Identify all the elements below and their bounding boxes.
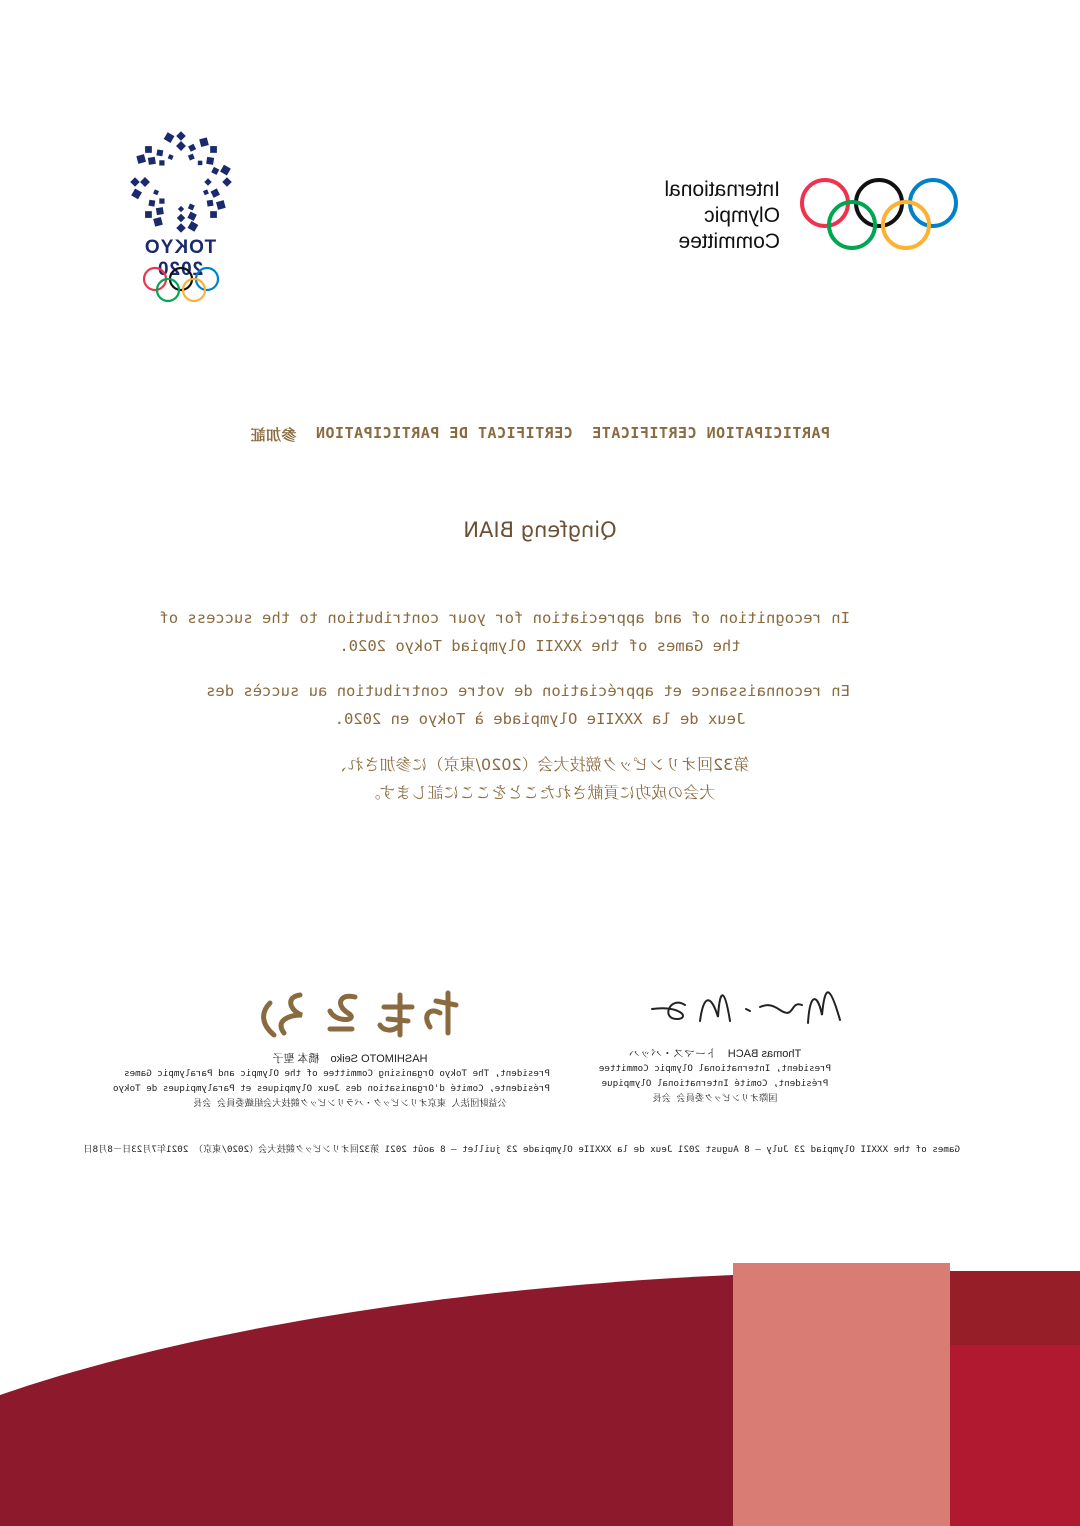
band-red-stripe (950, 1345, 1080, 1526)
emblem-checker-piece (188, 154, 195, 161)
olympic-rings-icon (790, 175, 960, 255)
recognition-en-line-2: the Games of the XXXII Olympiad Tokyo 2020. (339, 637, 741, 655)
recognition-text-english (159, 604, 850, 660)
emblem-checker-piece (206, 157, 214, 165)
emblem-checker-piece (156, 207, 164, 215)
recognition-fr-line-2: Jeux de la XXXIIe Olympiade à Tokyo en 2020. (334, 710, 746, 728)
games-dates-footer: Games of the XXXII Olympiad 23 July – 8 August 2021 Jeux de la XXXIIe Olympiade 23 juillet – 8 août 2021 第32回オリンピック競技大会（2020/東京） 2021年7月23日－8月8日 (83, 1144, 960, 1155)
recognition-text-french (206, 677, 850, 733)
handwritten-signature-bach (640, 975, 850, 1035)
tokyo-2020-wordmark: TOKYO 2020 (143, 237, 217, 280)
signer-role-bach-1: President, International Olympic Committee (598, 1063, 832, 1074)
decorative-color-band (0, 1255, 1080, 1526)
emblem-checker-piece (211, 167, 219, 175)
emblem-checker-piece (153, 189, 159, 195)
ioc-name-line-3: Committee (678, 230, 780, 253)
emblem-checker-piece (159, 160, 164, 165)
title-english: PARTICIPATION CERTIFICATE (591, 424, 830, 442)
emblem-checker-piece (136, 154, 146, 164)
emblem-checker-piece (210, 211, 217, 218)
emblem-checker-piece (176, 141, 186, 151)
emblem-checker-piece (222, 177, 232, 187)
signer-role-hashimoto-1: President, The Tokyo Organising Committee of the Olympic and Paralympic Games (124, 1068, 550, 1079)
emblem-checker-piece (203, 189, 209, 195)
tokyo-2020-emblem-icon (126, 127, 236, 237)
signer-role-hashimoto-2: Présidente, Comité d'Organisation des Jeux Olympiques et Paralympiques de Tokyo (113, 1083, 550, 1094)
emblem-checker-piece (198, 161, 203, 166)
emblem-checker-piece (176, 131, 186, 141)
emblem-checker-piece (204, 178, 211, 185)
small-olympic-rings-icon (140, 265, 220, 305)
recognition-fr-line-1: En reconnaissance et appréciation de votre contribution au succès des (206, 682, 850, 700)
signer-name-bach: Thomas BACH トーマス・バッハ (628, 1048, 802, 1060)
emblem-checker-piece (145, 211, 152, 218)
recognition-text-japanese (230, 751, 850, 807)
signer-role-bach-2: Président, Comité International Olympique (601, 1078, 829, 1089)
ioc-logo (640, 175, 960, 255)
emblem-checker-piece (159, 198, 164, 203)
title-japanese: 参加証 (250, 426, 297, 444)
emblem-checker-piece (148, 157, 156, 165)
emblem-checker-piece (156, 149, 163, 156)
recognition-en-line-1: In recognition of and appreciation for your contribution to the success of (159, 609, 850, 627)
emblem-checker-piece (187, 212, 196, 221)
signature-block-hashimoto (113, 985, 570, 1111)
ioc-name (664, 177, 780, 255)
emblem-checker-piece (220, 165, 231, 176)
emblem-checker-piece (131, 189, 142, 200)
emblem-checker-piece (148, 200, 155, 207)
recognition-ja-line-1: 第32回オリンピック競技大会（2020/東京）に参加され、 (330, 755, 750, 774)
emblem-checker-piece (177, 214, 185, 222)
handwritten-signature-hashimoto (240, 985, 460, 1040)
certificate-title (250, 424, 830, 445)
emblem-checker-piece (216, 200, 226, 210)
emblem-checker-piece (188, 144, 196, 152)
emblem-checker-piece (153, 217, 163, 227)
emblem-checker-piece (178, 206, 184, 212)
emblem-checker-piece (210, 146, 217, 153)
emblem-checker-piece (130, 177, 140, 187)
signer-name-hashimoto: HASHIMOTO Seiko 橋本 聖子 (272, 1053, 428, 1065)
band-maroon-stripe (950, 1271, 1080, 1345)
band-pink-stripe (733, 1263, 950, 1526)
emblem-checker-piece (199, 137, 209, 147)
ioc-name-line-2: Olympic (704, 204, 780, 227)
recipient-name: Qingfeng BIAN (463, 518, 617, 542)
title-french: CERTIFICAT DE PARTICIPATION (315, 424, 573, 442)
emblem-checker-piece (140, 177, 150, 187)
signer-role-bach-3: 国際オリンピック委員会 会長 (652, 1093, 778, 1104)
emblem-checker-piece (188, 221, 199, 232)
signer-role-hashimoto-3: 公益財団法人 東京オリンピック・パラリンピック競技大会組織委員会 会長 (193, 1098, 507, 1109)
emblem-checker-piece (164, 132, 175, 143)
emblem-checker-piece (145, 146, 152, 153)
emblem-checker-piece (188, 204, 195, 211)
emblem-checker-piece (176, 223, 186, 233)
emblem-checker-piece (207, 200, 214, 207)
recognition-ja-line-2: 大会の成功に貢献されたことをここに証します。 (364, 783, 716, 802)
ioc-name-line-1: International (664, 178, 780, 201)
tokyo-2020-logo (120, 125, 240, 310)
emblem-checker-piece (211, 188, 220, 197)
emblem-checker-piece (168, 154, 174, 160)
